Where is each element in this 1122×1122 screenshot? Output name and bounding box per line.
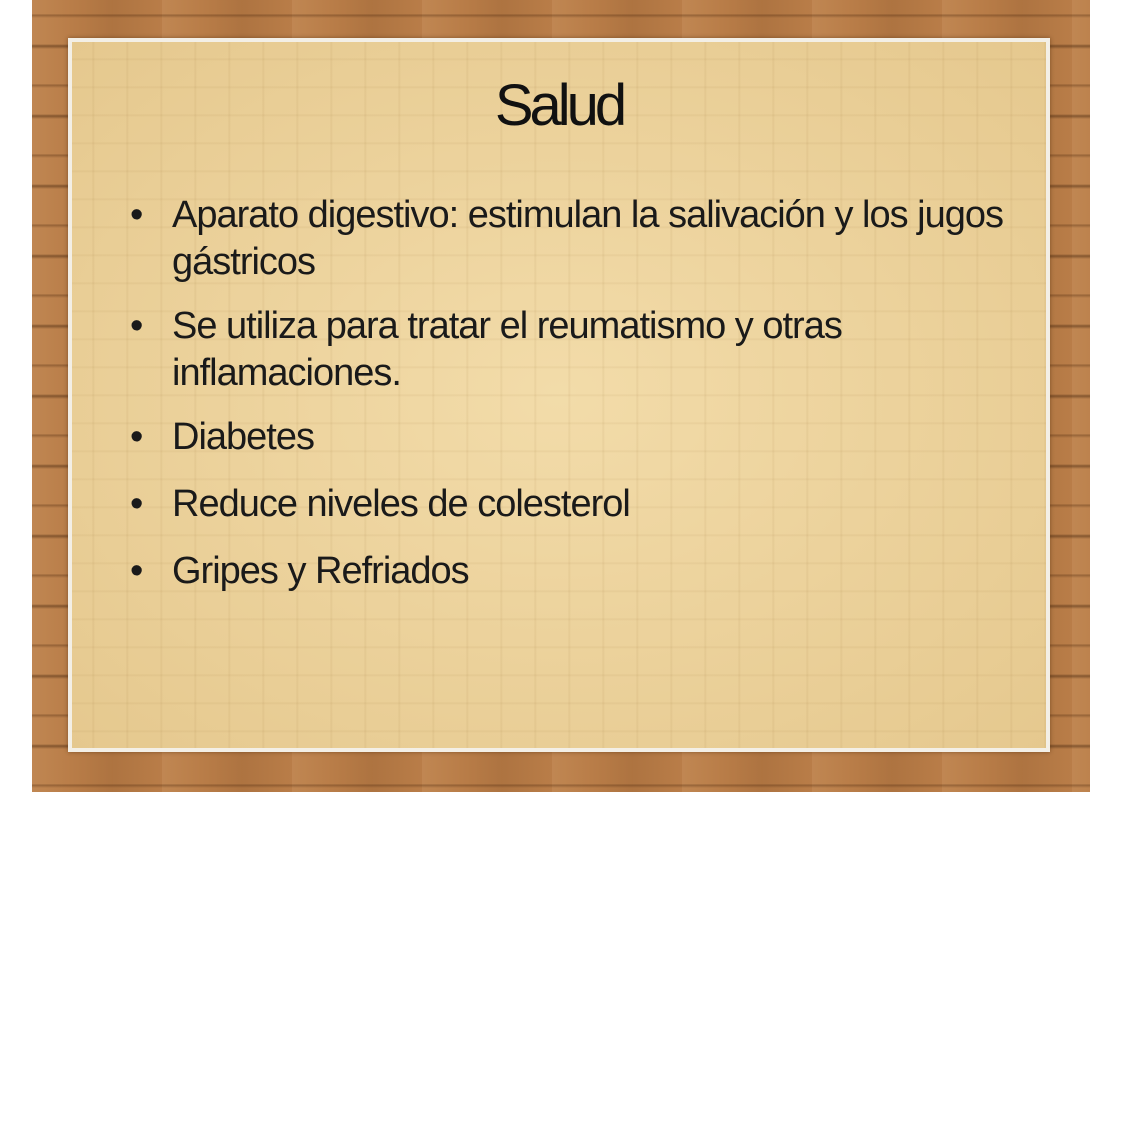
bullet-marker: • <box>130 550 143 592</box>
bullet-marker: • <box>130 483 143 525</box>
bullet-text: Aparato digestivo: estimulan la salivación y los jugos gástricos <box>172 194 1004 283</box>
list-item <box>130 481 1030 528</box>
list-item <box>130 548 1030 595</box>
bullet-text: Reduce niveles de colesterol <box>172 483 630 525</box>
list-item <box>130 192 1030 286</box>
bullet-list <box>130 192 1030 595</box>
slide-wood-frame <box>32 0 1090 792</box>
slide-title: Salud <box>494 73 624 138</box>
bullet-marker: • <box>130 416 143 458</box>
list-item <box>130 414 1030 461</box>
bullet-text: Gripes y Refriados <box>172 550 469 592</box>
list-item <box>130 303 1030 397</box>
slide-paper-panel <box>68 38 1050 752</box>
bullet-text: Diabetes <box>172 416 314 458</box>
bullet-marker: • <box>130 305 143 347</box>
bullet-marker: • <box>130 194 143 236</box>
bullet-text: Se utiliza para tratar el reumatismo y otras inflamaciones. <box>172 305 842 394</box>
